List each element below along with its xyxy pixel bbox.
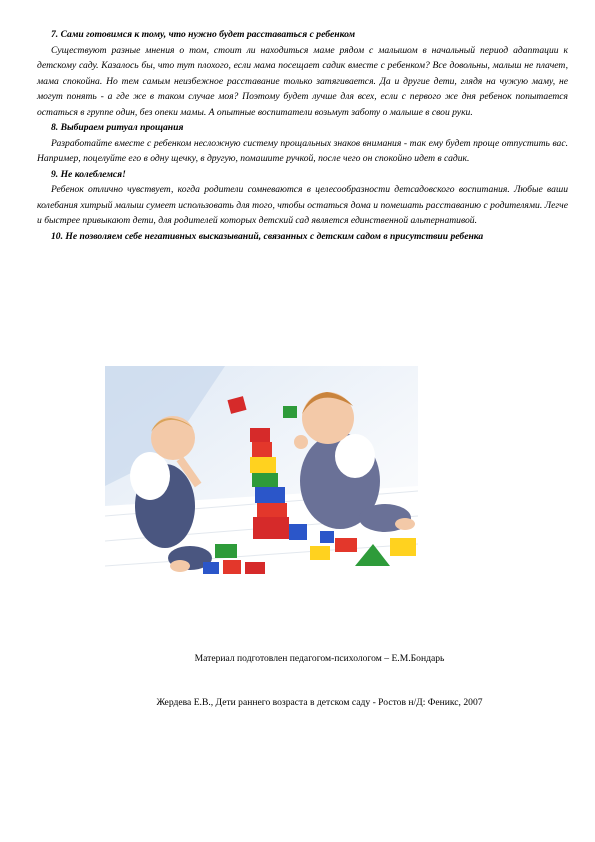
section-heading: 9. Не колеблемся! (51, 168, 126, 180)
section-heading: 10. Не позволяем себе негативных высказываний, связанных с детским садом в присутствии ребенка (51, 230, 484, 242)
section-heading: 7. Сами готовимся к тому, что нужно будет расставаться с ребенком (51, 29, 356, 40)
section-paragraph: Существуют разные мнения о том, стоит ли находиться маме рядом с малышом в начальный период адаптации к детскому саду. Казалось бы, что тут плохого, если мама посещает садик вместе с ребенком? Все довольны, малыш не плачет, мама спокойна. Но тем самым неизбежное расставание только затягивается. Да и другие дети, глядя на чужую маму, не могут понять - а где же в таком случае моя? Поэтому будет лучше для всех, если с первого же дня ребенок попытается остаться в группе один, без опеки мамы. А опытные воспитатели возьмут заботу о малыше в свои руки. (37, 44, 568, 118)
section-paragraph: Ребенок отлично чувствует, когда родители сомневаются в целесообразности детсадовского воспитания. Любые ваши колебания хитрый малыш сумеет использовать для того, чтобы остаться дома и помешать расставанию с родителями. Легче и быстрее привыкают дети, для родителей которых детский сад является единственной альтернативой. (37, 184, 568, 226)
section-paragraph: Разработайте вместе с ребенком несложную систему прощальных знаков внимания - так ему будет проще отпустить вас. Например, поцелуйте его в одну щечку, в другую, помашите ручкой, после чего он спокойно идет в садик. (37, 137, 568, 164)
author-credit: Материал подготовлен педагогом-психологом – Е.М.Бондарь (194, 653, 445, 664)
children-playing-blocks-photo (105, 366, 418, 579)
section-heading: 8. Выбираем ритуал прощания (51, 122, 184, 133)
source-citation: Жердева Е.В., Дети раннего возраста в детском саду - Ростов н/Д: Феникс, 2007 (156, 697, 483, 708)
article-body (37, 27, 568, 244)
